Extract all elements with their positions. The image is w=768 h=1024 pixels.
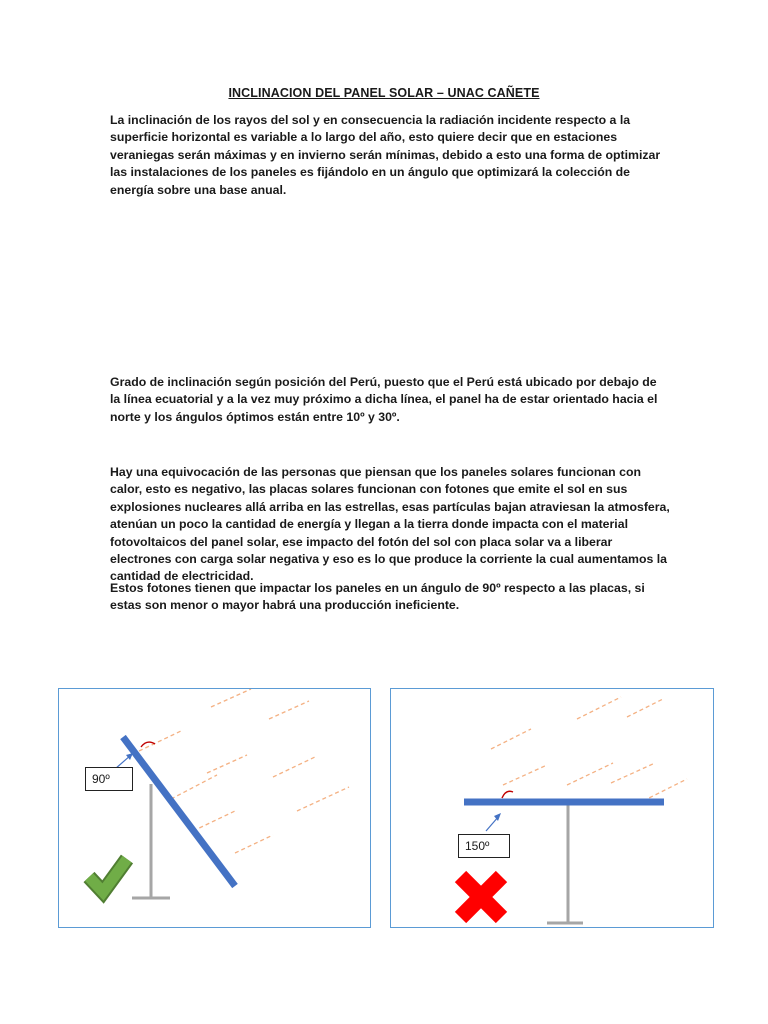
angle-arc <box>502 791 513 798</box>
document-title: INCLINACION DEL PANEL SOLAR – UNAC CAÑETE <box>228 86 540 100</box>
diagram-incorrect-flat <box>390 688 714 928</box>
paragraph-photons: Hay una equivocación de las personas que piensan que los paneles solares funcionan con calor, esto es negativo, las placas solares funcionan con fotones que emite el sol en sus explosiones nucleares allá arriba en las estrellas, esas partículas bajan atraviesan la atmosfera, atenúan un poco la cantidad de energía y llegan a la tierra donde impacta con el material fotovoltaicos del panel solar, ese impacto del fotón del sol con placa solar va a liberar electrones con carga solar negativa y eso es lo que produce la corriente la cual aumentamos la cantidad de electricidad. <box>110 465 670 584</box>
sun-ray <box>611 763 655 783</box>
diagram-incorrect-flat-drawing <box>391 689 714 928</box>
sun-rays <box>139 689 349 853</box>
sun-ray <box>273 757 315 777</box>
paragraph-impact-angle: Estos fotones tienen que impactar los paneles en un ángulo de 90º respecto a las placas, si estas son menor o mayor habrá una producción ineficiente. <box>110 581 645 613</box>
sun-ray <box>297 787 349 811</box>
sun-ray <box>567 763 613 785</box>
sun-ray <box>643 779 687 801</box>
sun-ray <box>171 775 217 799</box>
sun-ray <box>491 729 531 749</box>
sun-ray <box>211 689 251 707</box>
sun-ray <box>193 811 235 831</box>
cross-mark-icon <box>455 871 507 923</box>
sun-ray <box>503 765 547 785</box>
sun-ray <box>269 701 309 719</box>
sun-ray <box>627 699 663 717</box>
paragraph-intro: La inclinación de los rayos del sol y en consecuencia la radiación incidente respecto a la superficie horizontal es variable a lo largo del año, esto quiere decir que en estaciones veraniegas serán máximas y en invierno serán mínimas, debido a esto una forma de optimizar las instalaciones de los paneles es fijándolo en un ángulo que optimizará la colección de energía sobre una base anual. <box>110 113 661 197</box>
solar-panel-tilted <box>123 737 235 886</box>
sun-ray <box>139 731 181 751</box>
paragraph-peru-inclination: Grado de inclinación según posición del Perú, puesto que el Perú está ubicado por debajo de la línea ecuatorial y a la vez muy próximo a dicha línea, el panel ha de estar orientado hacia el norte y los ángulos óptimos están entre 10º y 30º. <box>110 375 658 424</box>
diagram-correct-tilt <box>58 688 371 928</box>
sun-rays <box>491 697 687 801</box>
diagram-correct-tilt-drawing <box>59 689 371 928</box>
sun-ray <box>577 697 621 719</box>
sun-ray <box>207 755 247 773</box>
sun-ray <box>235 835 273 853</box>
angle-label-box: 90º <box>85 767 133 791</box>
angle-label-box: 150º <box>458 834 510 858</box>
